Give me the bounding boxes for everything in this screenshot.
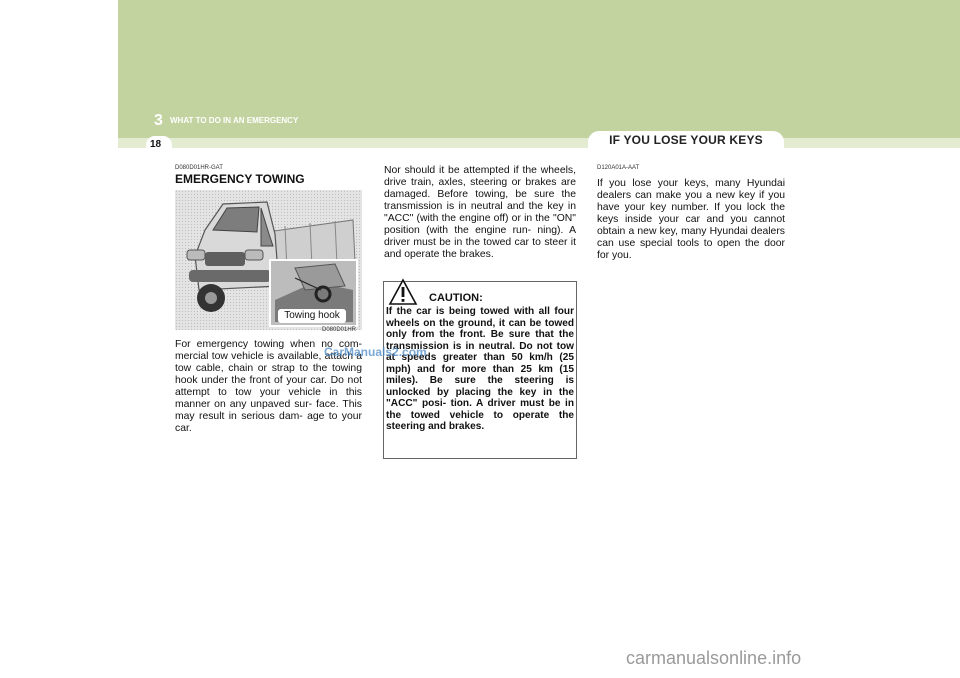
- caution-text: If the car is being towed with all four wheels on the ground, it can be towed only from the front. Be sure that the transmission is in neutral. Do not tow at speeds greater than 50 km/h (25 mph) and for more than 25 km (15 miles). Be sure the steering is unlocked by placing the key in the "ACC" posi- tion. A driver must be in the towed vehicle to operate the steering and brakes.: [386, 306, 574, 432]
- caution-title: CAUTION:: [429, 292, 483, 304]
- watermark-carmanualsonline: carmanualsonline.info: [626, 648, 802, 668]
- keys-section-code: D120A01A-AAT: [597, 165, 640, 171]
- header-underline: [118, 138, 960, 148]
- towing-section-code: D080D01HR-GAT: [175, 165, 223, 171]
- towing-heading: EMERGENCY TOWING: [175, 172, 305, 186]
- chapter-title: WHAT TO DO IN AN EMERGENCY: [170, 116, 299, 125]
- towing-paragraph: For emergency towing when no com- mercial tow vehicle is available, attach a tow cable, chain or strap to the towing hook under the front of your car. Do not attempt to tow your vehicle in this manner on any unpaved sur- face. This may result in serious dam- age to your car.: [175, 339, 362, 434]
- section-title: IF YOU LOSE YOUR KEYS: [609, 133, 763, 147]
- towing-hook-label: Towing hook: [278, 309, 346, 323]
- chapter-number: 3: [154, 112, 163, 129]
- towing-continuation-paragraph: Nor should it be attempted if the wheels, drive train, axles, steering or brakes are damaged. Before towing, be sure the transmission is in neutral and the key in "ACC" (with the engine off) or in the "ON" position (with the engine run- ning). A driver must be in the towed car to steer it and operate the brakes.: [384, 165, 576, 260]
- page-number: 18: [150, 139, 162, 150]
- figure-code: D080D01HR: [322, 327, 357, 333]
- keys-paragraph: If you lose your keys, many Hyundai dealers can make you a new key if you have your key number. If you lock the keys inside your car and you cannot obtain a new key, many Hyundai dealers can use special tools to open the door for you.: [597, 178, 785, 261]
- warning-triangle-icon: [388, 278, 418, 306]
- watermark-carmanuals2: CarManuals2.com: [324, 345, 427, 359]
